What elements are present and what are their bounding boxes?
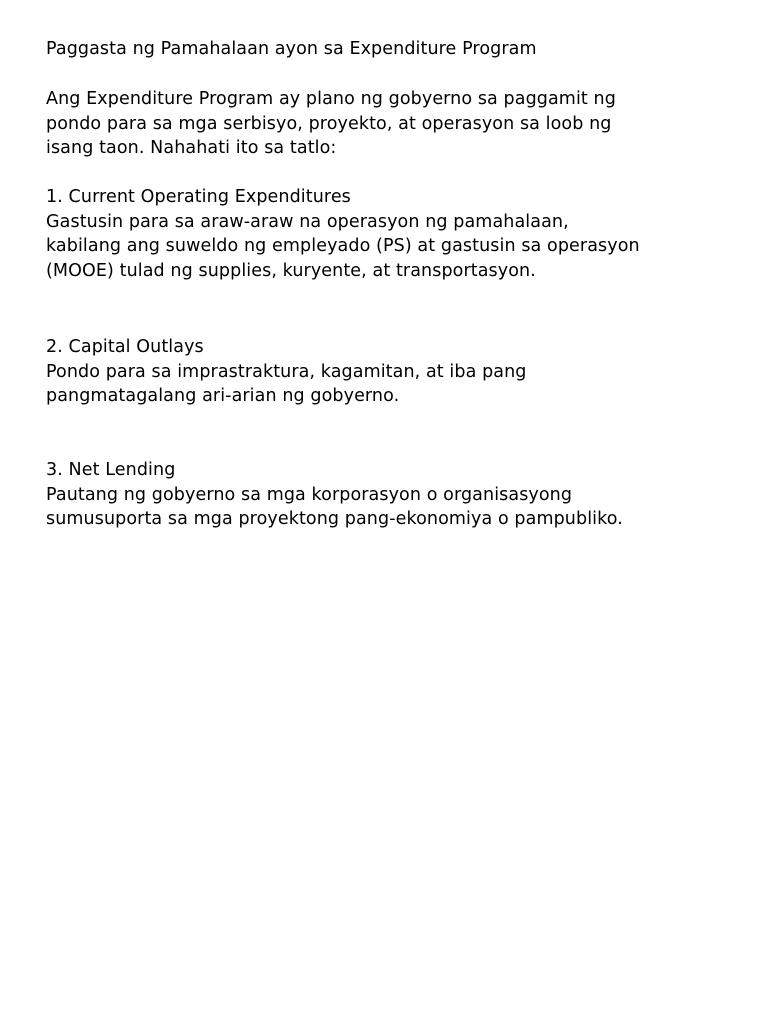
section-line: Gastusin para sa araw-araw na operasyon ng pamahalaan, [46, 211, 569, 232]
document-title: Paggasta ng Pamahalaan ayon sa Expenditure Program [46, 39, 537, 59]
section-heading: 1. Current Operating Expenditures [46, 187, 351, 207]
section-current-operating-expenditures [46, 185, 746, 283]
section-line: Pautang ng gobyerno sa mga korporasyon o organisasyong [46, 484, 573, 505]
intro-line: isang taon. Nahahati ito sa tatlo: [46, 138, 337, 158]
section-capital-outlays [46, 335, 746, 409]
intro-line: pondo para sa mga serbisyo, proyekto, at operasyon sa loob ng [46, 113, 612, 134]
section-line: pangmatagalang ari-arian ng gobyerno. [46, 386, 400, 406]
section-heading: 3. Net Lending [46, 460, 176, 480]
section-line: sumusuporta sa mga proyektong pang-ekonomiya o pampubliko. [46, 509, 623, 529]
section-net-lending [46, 458, 746, 532]
section-heading: 2. Capital Outlays [46, 337, 204, 357]
section-line: Pondo para sa imprastraktura, kagamitan, at iba pang [46, 361, 527, 382]
document-title-block [46, 37, 746, 62]
section-line: (MOOE) tulad ng supplies, kuryente, at transportasyon. [46, 260, 536, 281]
intro-paragraph [46, 87, 746, 161]
section-line: kabilang ang suweldo ng empleyado (PS) at gastusin sa operasyon [46, 236, 640, 256]
intro-line: Ang Expenditure Program ay plano ng gobyerno sa paggamit ng [46, 89, 616, 109]
